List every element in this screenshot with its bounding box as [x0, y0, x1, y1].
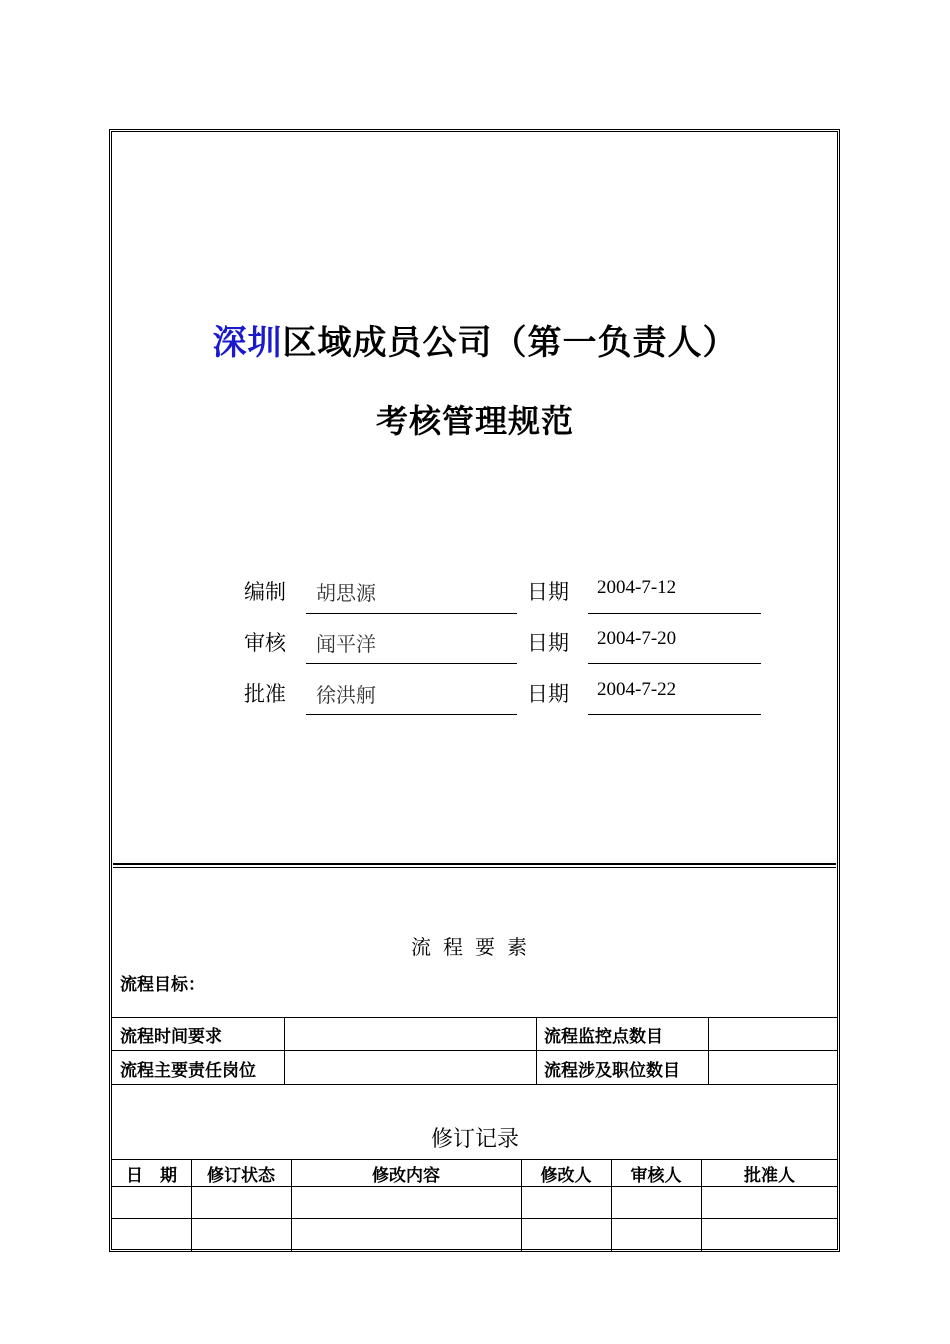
compile-date-underline	[588, 613, 761, 614]
approve-date-label: 日期	[527, 682, 569, 706]
title-highlight: 深圳	[212, 323, 283, 363]
document-title-line2: 考核管理规范	[375, 402, 574, 440]
revision-header-date: 日 期	[126, 1166, 177, 1186]
revision-header-approver: 批准人	[744, 1166, 795, 1186]
positions-count-label: 流程涉及职位数目	[544, 1061, 680, 1081]
process-table-col2	[536, 1017, 537, 1084]
review-underline	[306, 663, 517, 664]
approve-name: 徐洪舸	[316, 683, 376, 707]
section-separator	[113, 863, 836, 868]
process-table-mid	[112, 1050, 838, 1051]
process-section-title: 流程要素	[411, 935, 539, 959]
main-post-label: 流程主要责任岗位	[120, 1061, 256, 1081]
approve-date-underline	[588, 714, 761, 715]
revision-header-content: 修改内容	[372, 1166, 440, 1186]
compile-label: 编制	[244, 580, 286, 604]
revision-header-bottom	[112, 1186, 838, 1187]
process-table-bottom	[112, 1084, 838, 1085]
document-title-line1	[0, 315, 950, 364]
review-name: 闻平洋	[316, 632, 376, 656]
revision-row-divider	[112, 1218, 838, 1219]
compile-name: 胡思源	[316, 581, 376, 605]
approve-label: 批准	[244, 682, 286, 706]
compile-underline	[306, 613, 517, 614]
process-table-top	[112, 1017, 838, 1018]
revision-table-top	[112, 1159, 838, 1160]
time-requirement-label: 流程时间要求	[120, 1027, 222, 1047]
review-date: 2004-7-20	[597, 628, 677, 649]
process-table-col1	[284, 1017, 285, 1084]
revision-header-modifier: 修改人	[540, 1166, 592, 1186]
process-goal-label: 流程目标：	[120, 975, 205, 995]
approve-date: 2004-7-22	[597, 679, 677, 700]
monitor-points-label: 流程监控点数目	[544, 1027, 663, 1047]
revision-header-status: 修订状态	[207, 1166, 275, 1186]
review-date-underline	[588, 663, 761, 664]
title-rest: 区域成员公司（第一负责人）	[282, 323, 738, 363]
process-table-col3	[708, 1017, 709, 1084]
review-date-label: 日期	[527, 631, 569, 655]
compile-date-label: 日期	[527, 580, 569, 604]
compile-date: 2004-7-12	[597, 577, 677, 598]
review-label: 审核	[244, 631, 286, 655]
revision-header-reviewer: 审核人	[630, 1166, 682, 1186]
revision-record-title: 修订记录	[430, 1127, 519, 1152]
approve-underline	[306, 714, 517, 715]
